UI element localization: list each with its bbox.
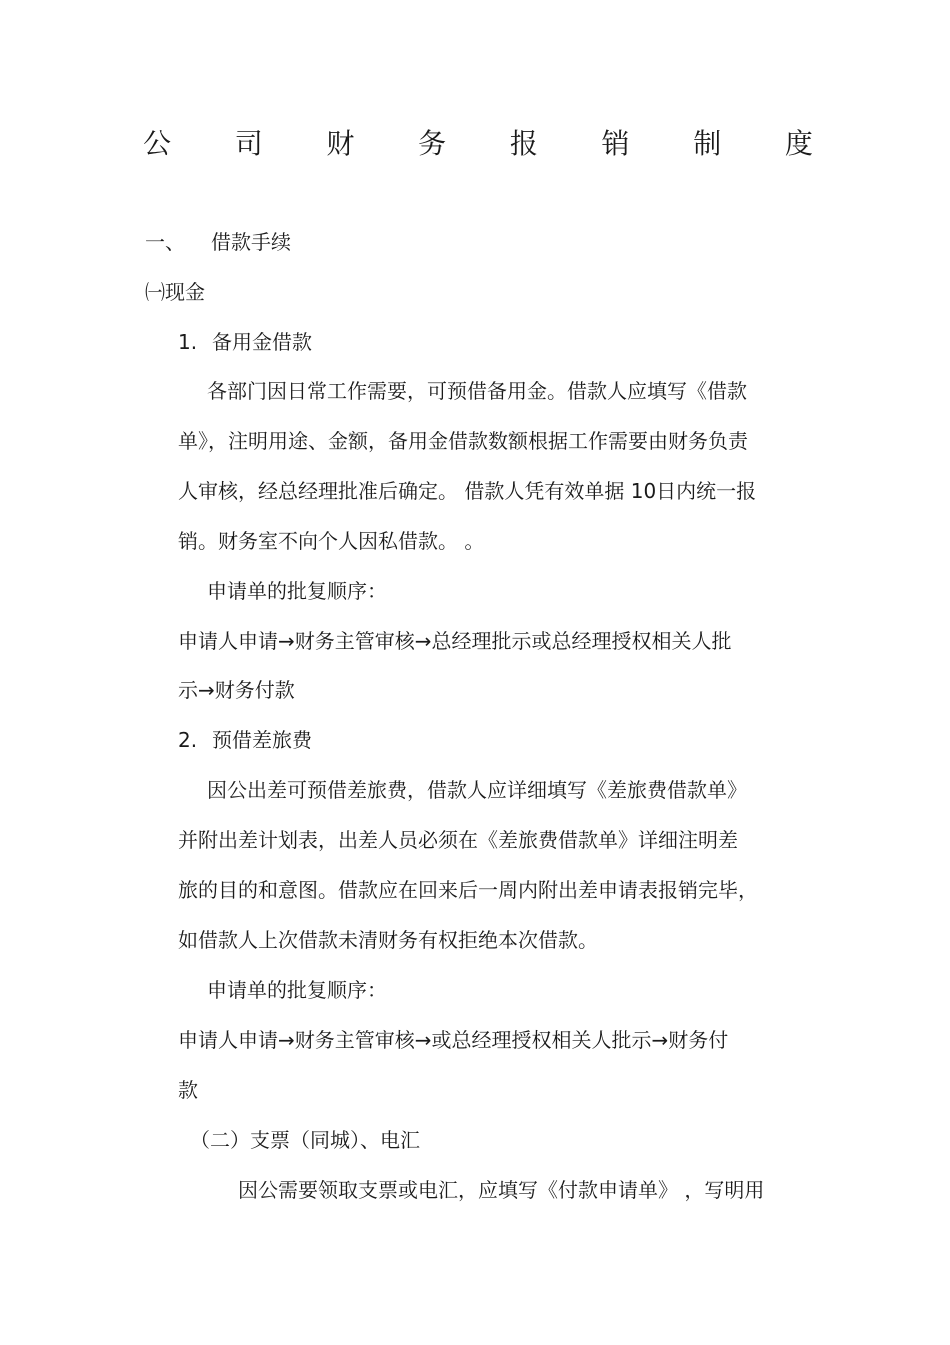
item-number: 2. [178, 728, 198, 752]
paragraph-line: 人审核，经总经理批准后确定。 借款人凭有效单据 10日内统一报 [178, 479, 757, 503]
approval-order-label: 申请单的批复顺序： [207, 978, 387, 1002]
title-char: 销 [601, 127, 630, 160]
approval-order-label: 申请单的批复顺序： [207, 579, 387, 603]
subsection-heading-cheque: （二）支票（同城）、电汇 [190, 1128, 420, 1152]
title-char: 报 [509, 127, 538, 160]
paragraph-line: 因公出差可预借差旅费，借款人应详细填写《差旅费借款单》 [207, 778, 747, 802]
section-heading [145, 228, 291, 256]
title-char: 财 [326, 127, 355, 160]
item-title: 备用金借款 [212, 330, 312, 354]
approval-order-line: 款 [178, 1078, 198, 1102]
item-title: 预借差旅费 [212, 728, 312, 752]
document-title [143, 124, 813, 164]
item-heading [178, 328, 312, 356]
title-char: 度 [784, 127, 813, 160]
subsection-heading-cash: ㈠现金 [145, 280, 205, 304]
paragraph-line: 并附出差计划表，出差人员必须在《差旅费借款单》详细注明差 [178, 828, 738, 852]
title-char: 制 [693, 127, 722, 160]
item-number: 1. [178, 330, 198, 354]
paragraph-line: 因公需要领取支票或电汇，应填写《付款申请单》 ，写明用 [238, 1178, 765, 1202]
title-char: 司 [234, 127, 263, 160]
item-heading [178, 726, 312, 754]
title-char: 公 [143, 127, 172, 160]
paragraph-line: 销。财务室不向个人因私借款。 。 [178, 529, 485, 553]
section-number: 一、 [145, 230, 185, 254]
approval-order-line: 申请人申请→财务主管审核→总经理批示或总经理授权相关人批 [178, 629, 732, 653]
paragraph-line: 单》，注明用途、金额，备用金借款数额根据工作需要由财务负责 [178, 429, 748, 453]
title-char: 务 [418, 127, 447, 160]
approval-order-line: 申请人申请→财务主管审核→或总经理授权相关人批示→财务付 [178, 1028, 729, 1052]
approval-order-line: 示→财务付款 [178, 678, 295, 702]
section-title: 借款手续 [211, 230, 291, 254]
paragraph-line: 如借款人上次借款未清财务有权拒绝本次借款。 [178, 928, 598, 952]
paragraph-line: 旅的目的和意图。借款应在回来后一周内附出差申请表报销完毕， [178, 878, 758, 902]
paragraph-line: 各部门因日常工作需要，可预借备用金。借款人应填写《借款 [207, 379, 747, 403]
